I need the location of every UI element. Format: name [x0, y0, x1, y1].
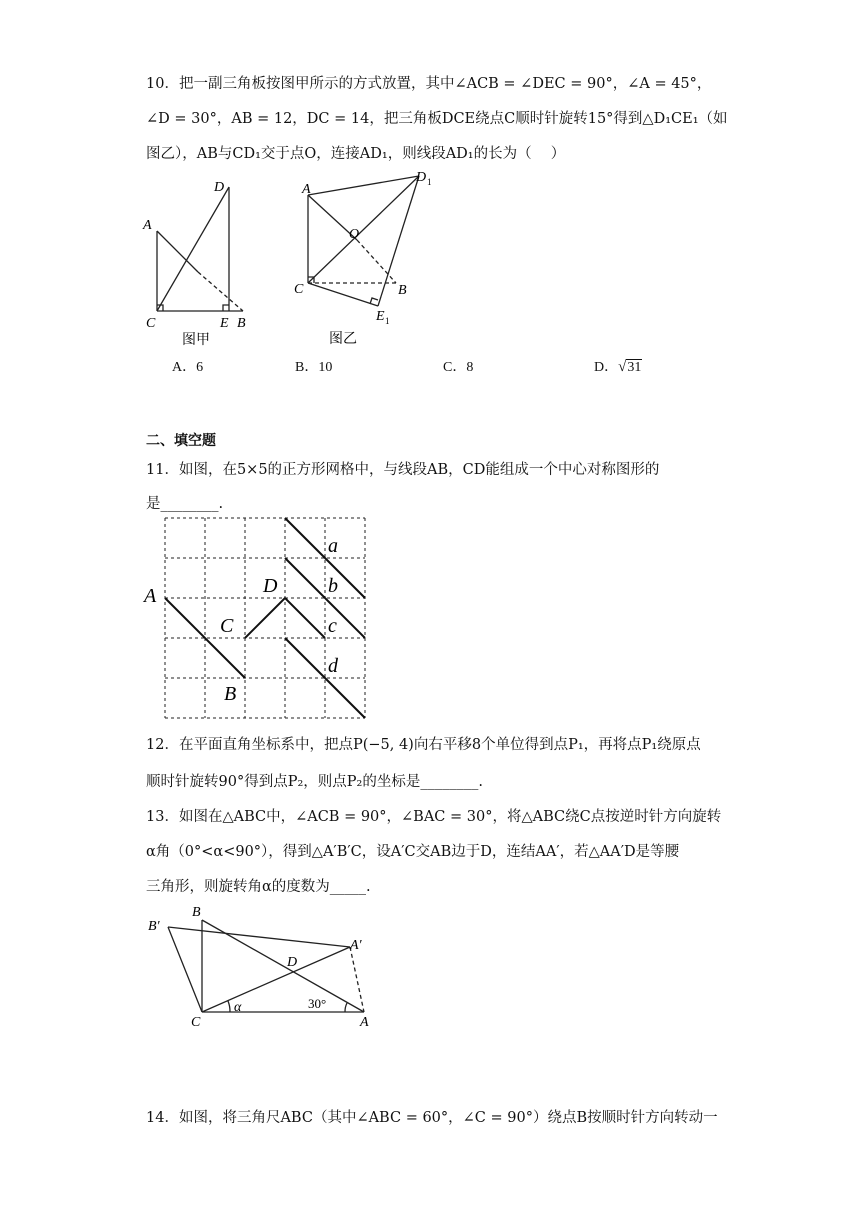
q10-line-3: 图乙），AB与CD₁交于点O，连接AD₁，则线段AD₁的长为（ ）	[146, 146, 566, 162]
q13-line-1: 13．如图在△ABC中，∠ACB = 90°，∠BAC = 30°，将△ABC绕C点按逆时针方向旋转	[146, 809, 722, 825]
fig2-label-d1-sub: 1	[427, 177, 432, 187]
fig2-label-e1-sub: 1	[385, 316, 390, 326]
grid-label-d: d	[328, 655, 338, 677]
grid-label-C: C	[220, 615, 234, 637]
fig2-label-o: O	[349, 227, 360, 242]
fig2-label-d1: D	[416, 170, 427, 185]
q12-line-2: 顺时针旋转90°得到点P₂，则点P₂的坐标是________.	[146, 774, 483, 790]
grid-label-c: c	[328, 615, 337, 637]
q10-option-d-radicand: 31	[627, 360, 642, 375]
fig2-label-b: B	[398, 283, 407, 298]
q10-option-a[interactable]: A．6	[172, 360, 204, 375]
q13-figure	[140, 900, 380, 1030]
fig1-label-d: D	[214, 180, 225, 195]
grid-label-b: b	[328, 575, 338, 597]
grid-label-a: a	[328, 535, 338, 557]
fig2-label-c: C	[294, 282, 304, 297]
q10-option-d[interactable]	[594, 356, 642, 376]
q13-line-2: α角（0°<α<90°），得到△A′B′C，设A′C交AB边于D，连结AA′，若△AA′D是等腰	[146, 844, 680, 860]
q13-label-a-prime: A′	[350, 938, 362, 953]
q13-label-d: D	[287, 955, 298, 970]
fig1-caption: 图甲	[182, 332, 210, 348]
q10-line-1: 10．把一副三角板按图甲所示的方式放置，其中∠ACB = ∠DEC = 90°，∠A = 45°，	[146, 76, 712, 92]
fig1-label-c: C	[146, 316, 156, 331]
q11-line-2: 是________.	[146, 496, 224, 512]
q13-label-alpha: α	[234, 1000, 242, 1015]
q13-line-3: 三角形，则旋转角α的度数为_____.	[146, 879, 371, 895]
q11-grid-figure	[140, 510, 380, 725]
q13-label-b-prime: B′	[148, 919, 160, 934]
section-title-fill-blank: 二、填空题	[146, 433, 216, 449]
fig1-label-b: B	[237, 316, 246, 331]
grid-label-D: D	[263, 575, 278, 597]
q10-option-c[interactable]: C．8	[443, 360, 474, 375]
q14-line-1: 14．如图，将三角尺ABC（其中∠ABC = 60°，∠C = 90°）绕点B按顺时针方向转动一	[146, 1110, 718, 1126]
q10-figure-yi	[285, 165, 455, 350]
q10-figure-jia	[140, 175, 260, 350]
q10-option-b[interactable]: B．10	[295, 360, 333, 375]
q13-label-c: C	[191, 1015, 201, 1030]
fig1-label-e: E	[220, 316, 229, 331]
q10-option-d-label: D．	[594, 360, 619, 375]
fig2-caption: 图乙	[329, 331, 357, 347]
q11-line-1: 11．如图，在5×5的正方形网格中，与线段AB，CD能组成一个中心对称图形的	[146, 462, 660, 478]
q12-line-1: 12．在平面直角坐标系中，把点P(−5, 4)向右平移8个单位得到点P₁，再将点P₁绕原点	[146, 737, 701, 753]
fig1-label-a: A	[143, 218, 152, 233]
grid-label-B: B	[224, 683, 237, 705]
sqrt-symbol: √	[618, 359, 627, 375]
fig2-label-a: A	[302, 182, 311, 197]
fig2-label-e1: E	[376, 309, 385, 324]
grid-label-A: A	[144, 585, 157, 607]
q13-label-b: B	[192, 905, 201, 920]
q10-line-2: ∠D = 30°，AB = 12，DC = 14，把三角板DCE绕点C顺时针旋转15°得到△D₁CE₁（如	[146, 111, 728, 127]
q13-label-a: A	[360, 1015, 369, 1030]
q13-label-angle: 30°	[308, 996, 327, 1011]
